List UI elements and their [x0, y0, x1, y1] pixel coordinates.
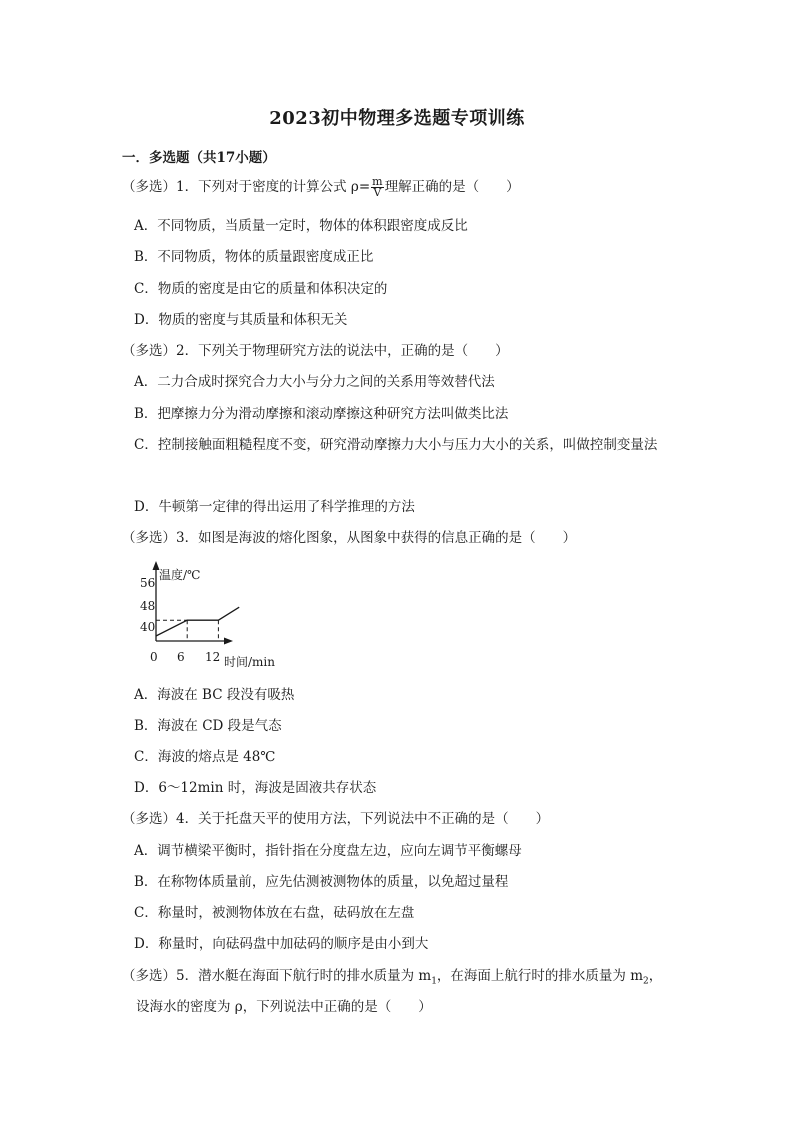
- melting-curve-line: [156, 607, 239, 636]
- x-tick-label: 12: [205, 650, 221, 664]
- question-1-stem: （多选）1．下列对于密度的计算公式 ρ= $\frac{m}{V}$ 理解正确的是（ ）: [122, 175, 520, 199]
- x-axis-label: 时间/min: [224, 655, 275, 669]
- x-tick-label: 6: [177, 650, 185, 664]
- chart-layer: [140, 576, 239, 664]
- document-title: 2023初中物理多选题专项训练: [269, 108, 525, 129]
- question-2-option-d: D．牛顿第一定律的得出运用了科学推理的方法: [134, 499, 415, 515]
- question-2-option-c: C．控制接触面粗糙程度不变，研究滑动摩擦力大小与压力大小的关系，叫做控制变量法: [134, 437, 658, 453]
- question-1-option-b: B．不同物质，物体的质量跟密度成正比: [134, 249, 374, 265]
- y-tick-label: 56: [140, 576, 156, 590]
- question-4-option-d: D．称量时，向砝码盘中加砝码的顺序是由小到大: [134, 936, 429, 952]
- question-2-stem: （多选）2．下列关于物理研究方法的说法中，正确的是（ ）: [122, 343, 509, 359]
- question-3-option-c: C．海波的熔点是 48℃: [134, 749, 276, 765]
- question-1-option-a: A．不同物质，当质量一定时，物体的体积跟密度成反比: [134, 218, 468, 234]
- question-4-option-a: A．调节横梁平衡时，指针指在分度盘左边，应向左调节平衡螺母: [134, 843, 522, 859]
- question-5-stem: （多选）5．潜水艇在海面下航行时的排水质量为 $m_1$，在海面上航行时的排水质量为 $m_2$，: [122, 968, 663, 987]
- section-heading: 一．多选题（共17小题）: [122, 150, 276, 166]
- question-3-stem: （多选）3．如图是海波的熔化图象，从图象中获得的信息正确的是（ ）: [122, 530, 577, 546]
- density-formula: $\frac{m}{V}$: [372, 175, 383, 199]
- y-tick-label: 48: [140, 599, 156, 613]
- question-2-option-a: A．二力合成时探究合力大小与分力之间的关系用等效替代法: [134, 374, 495, 390]
- melting-curve-chart: [136, 558, 296, 673]
- question-1-option-c: C．物质的密度是由它的质量和体积决定的: [134, 281, 388, 297]
- question-3-option-d: D．6～12min 时，海波是固液共存状态: [134, 780, 377, 796]
- question-3-option-a: A．海波在 BC 段没有吸热: [134, 687, 295, 703]
- y-axis-label: 温度/℃: [159, 568, 201, 582]
- x-tick-label: 0: [150, 650, 158, 664]
- question-3-option-b: B．海波在 CD 段是气态: [134, 718, 282, 734]
- question-5-stem-continued: 设海水的密度为 ρ，下列说法中正确的是（ ）: [136, 999, 432, 1015]
- question-1-option-d: D．物质的密度与其质量和体积无关: [134, 312, 348, 328]
- y-tick-label: 40: [140, 620, 156, 634]
- question-4-option-c: C．称量时，被测物体放在右盘，砝码放在左盘: [134, 905, 415, 921]
- question-2-option-b: B．把摩擦力分为滑动摩擦和滚动摩擦这种研究方法叫做类比法: [134, 406, 509, 422]
- x-axis-arrow: [224, 638, 233, 645]
- question-4-stem: （多选）4．关于托盘天平的使用方法，下列说法中不正确的是（ ）: [122, 811, 550, 827]
- question-4-option-b: B．在称物体质量前，应先估测被测物体的质量，以免超过量程: [134, 874, 509, 890]
